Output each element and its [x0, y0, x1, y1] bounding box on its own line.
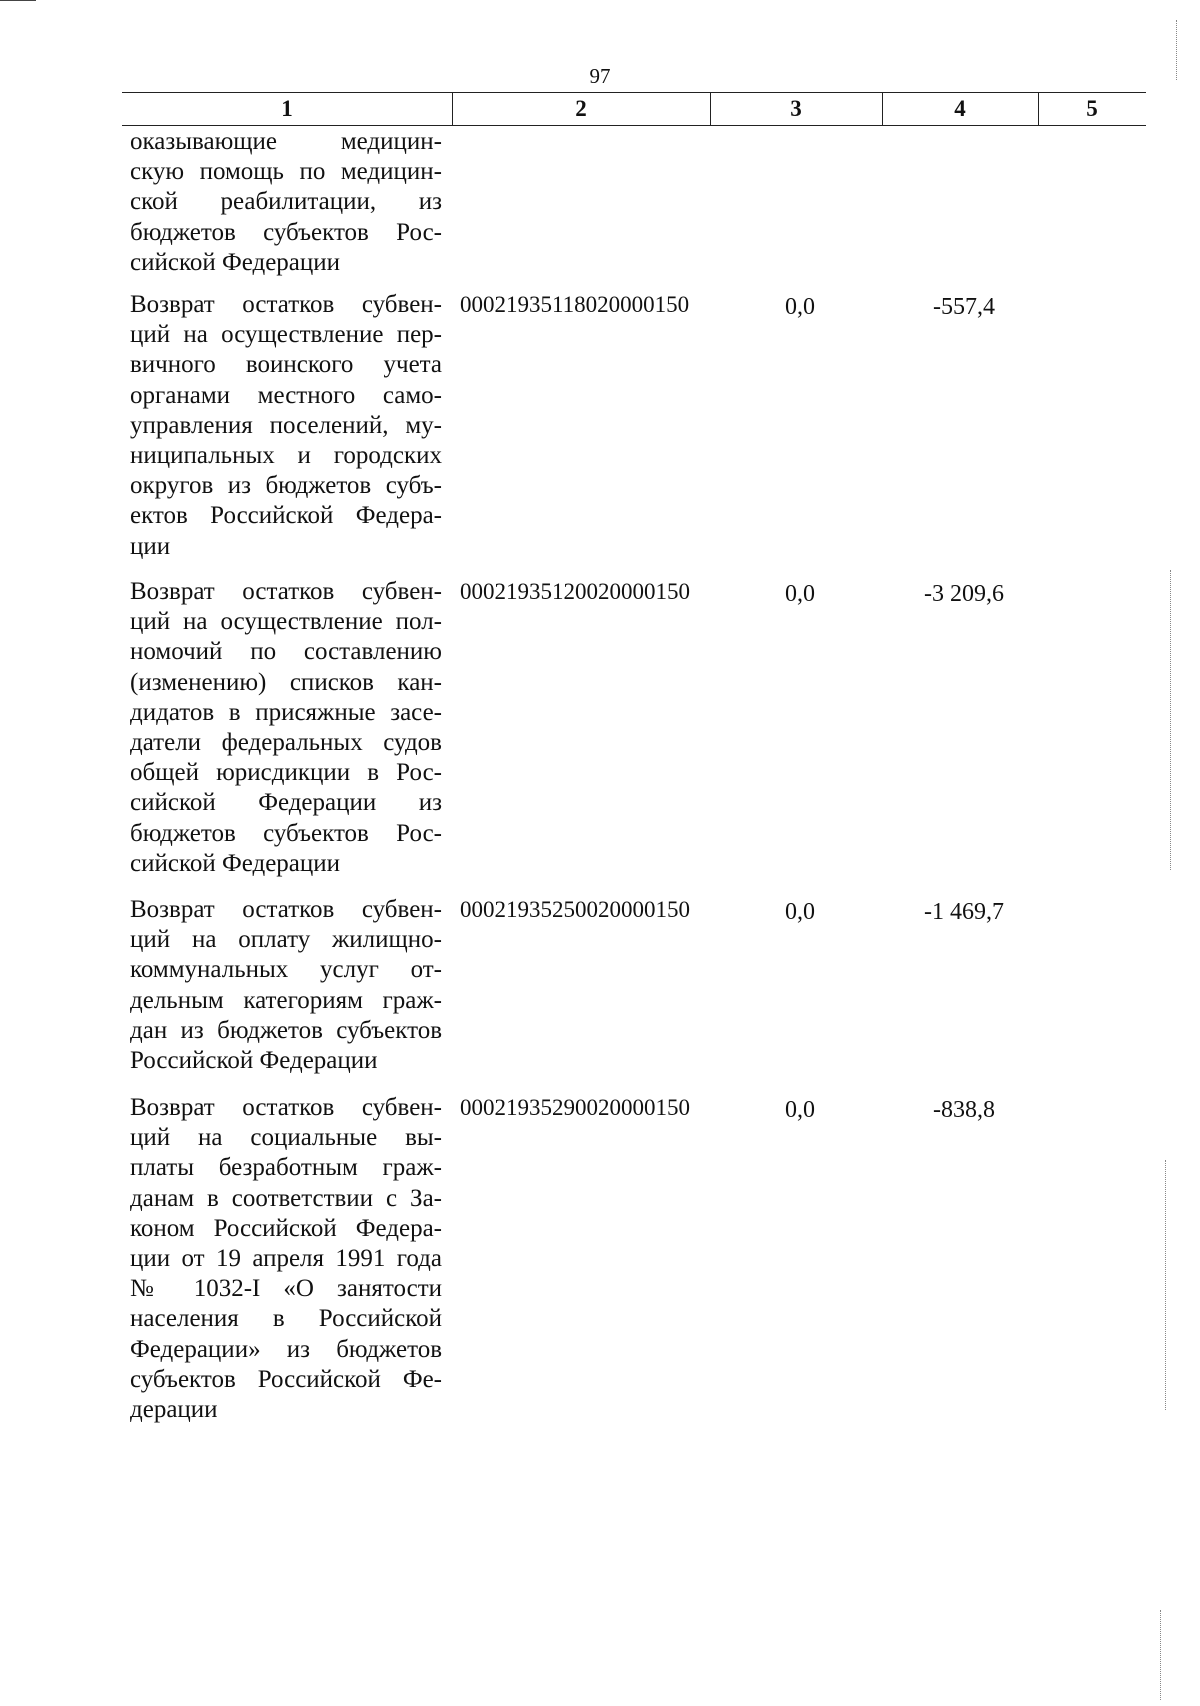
- description-line: сийской Федерации из: [130, 789, 442, 817]
- page-number: 97: [589, 64, 611, 88]
- scan-edge-mark: [0, 0, 36, 1]
- row-description: [130, 577, 442, 879]
- description-line: № 1032-I «О занятости: [130, 1275, 442, 1303]
- description-line: дан из бюджетов субъектов: [130, 1016, 442, 1044]
- description-line: дерации: [130, 1396, 218, 1424]
- row-col3: 0,0: [785, 899, 815, 925]
- description-line: ций на осуществление пол-: [130, 608, 442, 636]
- header-col-3: 3: [790, 96, 802, 121]
- row-code: 00021935290020000150: [460, 1095, 690, 1120]
- scan-artifact: [1170, 570, 1171, 870]
- row-code: 00021935250020000150: [460, 897, 690, 922]
- row-col4: -557,4: [933, 294, 995, 320]
- row-code: 00021935118020000150: [460, 292, 690, 317]
- row-code: 00021935120020000150: [460, 579, 690, 604]
- scan-artifact: [1176, 20, 1177, 80]
- header-col-5: 5: [1086, 96, 1098, 121]
- row-description: [130, 127, 442, 278]
- description-line: данам в соответствии с За-: [130, 1184, 442, 1212]
- description-line: платы безработным граж-: [130, 1154, 442, 1182]
- description-line: ций на осуществление пер-: [130, 321, 442, 349]
- description-line: дельным категориям граж-: [130, 986, 442, 1014]
- description-line: вичного воинского учета: [130, 351, 442, 379]
- description-line: ции: [130, 532, 171, 560]
- row-col4: -3 209,6: [924, 581, 1004, 607]
- row-col4: -838,8: [933, 1097, 995, 1123]
- header-col-1: 1: [281, 96, 293, 121]
- header-col-4: 4: [954, 96, 966, 121]
- description-line: ской реабилитации, из: [130, 188, 442, 216]
- description-line: Возврат остатков субвен-: [130, 1094, 442, 1121]
- row-description: [130, 290, 442, 562]
- header-col-2: 2: [575, 96, 587, 121]
- description-line: ектов Российской Федера-: [130, 502, 442, 530]
- description-line: сийской Федерации: [130, 248, 341, 276]
- description-line: номочий по составлению: [130, 638, 442, 666]
- scan-artifact: [1160, 1610, 1161, 1700]
- row-col3: 0,0: [785, 581, 815, 607]
- description-line: ций на социальные вы-: [130, 1124, 442, 1152]
- table-header: [122, 92, 1146, 126]
- row-col4: -1 469,7: [924, 899, 1004, 925]
- row-description: [130, 895, 442, 1076]
- description-line: оказывающие медицин-: [130, 128, 442, 155]
- description-line: датели федеральных судов: [130, 729, 442, 757]
- description-line: ции от 19 апреля 1991 года: [130, 1245, 442, 1273]
- description-line: ций на оплату жилищно-: [130, 926, 442, 954]
- description-line: (изменению) списков кан-: [130, 668, 442, 696]
- description-line: Федерации» из бюджетов: [130, 1335, 442, 1363]
- row-col3: 0,0: [785, 294, 815, 320]
- description-line: общей юрисдикции в Рос-: [130, 759, 442, 787]
- description-line: Российской Федерации: [130, 1047, 378, 1075]
- description-line: бюджетов субъектов Рос-: [130, 819, 442, 847]
- description-line: субъектов Российской Фе-: [130, 1365, 442, 1393]
- description-line: дидатов в присяжные засе-: [130, 698, 442, 726]
- description-line: коммунальных услуг от-: [130, 956, 442, 984]
- description-line: населения в Российской: [130, 1305, 442, 1333]
- description-line: бюджетов субъектов Рос-: [130, 218, 442, 246]
- description-line: ниципальных и городских: [130, 442, 442, 470]
- description-line: Возврат остатков субвен-: [130, 291, 442, 318]
- description-line: скую помощь по медицин-: [130, 158, 442, 186]
- description-line: органами местного само-: [130, 381, 442, 409]
- row-col3: 0,0: [785, 1097, 815, 1123]
- description-line: коном Российской Федера-: [130, 1214, 442, 1242]
- description-line: сийской Федерации: [130, 849, 341, 877]
- description-line: Возврат остатков субвен-: [130, 578, 442, 605]
- description-line: управления поселений, му-: [130, 411, 442, 439]
- scan-artifact: [1165, 1160, 1166, 1410]
- description-line: Возврат остатков субвен-: [130, 896, 442, 923]
- description-line: округов из бюджетов субъ-: [130, 472, 442, 500]
- row-description: [130, 1093, 442, 1425]
